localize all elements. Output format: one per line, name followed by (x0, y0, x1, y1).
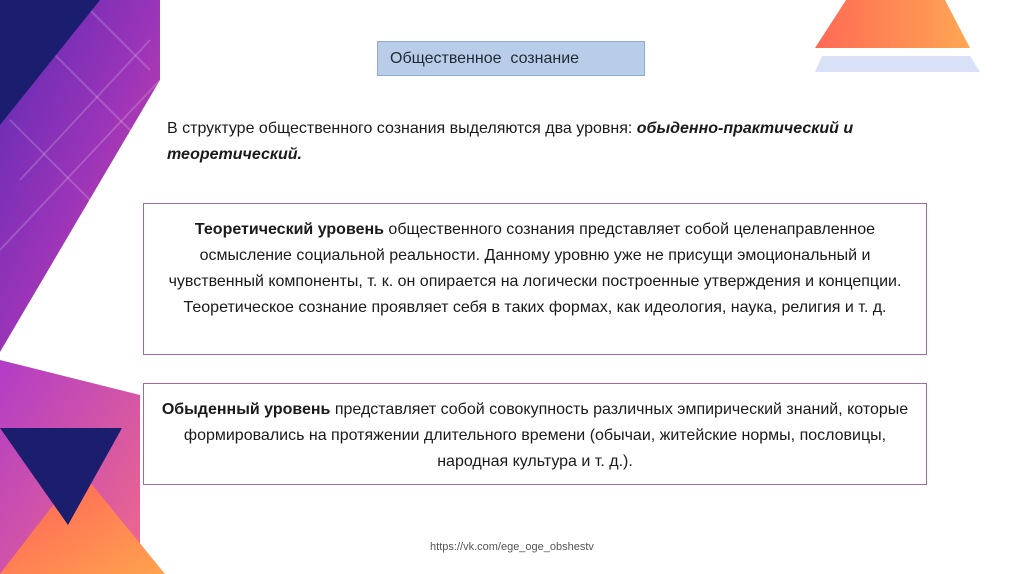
blue-shadow-shape (815, 56, 980, 72)
intro-text: В структуре общественного сознания выделяются два уровня: (167, 120, 637, 137)
purple-band-shape (0, 0, 160, 352)
theory-card-heading: Теоретический уровень (194, 221, 384, 238)
page-title: Общественное сознание (377, 41, 645, 76)
ordinary-card-text: представляет собой совокупность различных эмпирический знаний, которые формировались на протяжении длительного времени (обычаи, житейские нормы, пословицы, народная культура и т. д.). (183, 401, 909, 470)
intro-emphasis: обыденно-практический и теоретический. (167, 120, 854, 163)
ordinary-card-heading: Обыденный уровень (161, 401, 331, 418)
theory-card-text: общественного сознания представляет собой целенаправленное осмысление социальной реальности. Данному уровню уже не присущи эмоциональный и чувственный компоненты, т. к. он опирается на логически построенные утверждения и концепции. Теоретическое сознание проявляет себя в таких формах, как идеология, наука, религия и т. д. (168, 221, 902, 316)
theory-card (143, 203, 927, 355)
footer-link[interactable]: https://vk.com/ege_oge_obshestv (430, 541, 594, 553)
navy-triangle-bottom (0, 428, 122, 525)
orange-triangle-bottom (0, 470, 165, 574)
ordinary-card (143, 383, 927, 485)
intro-paragraph (167, 116, 867, 168)
band-line-pattern (0, 0, 160, 250)
navy-triangle-top (0, 0, 100, 125)
orange-trapezoid-top (815, 0, 970, 48)
